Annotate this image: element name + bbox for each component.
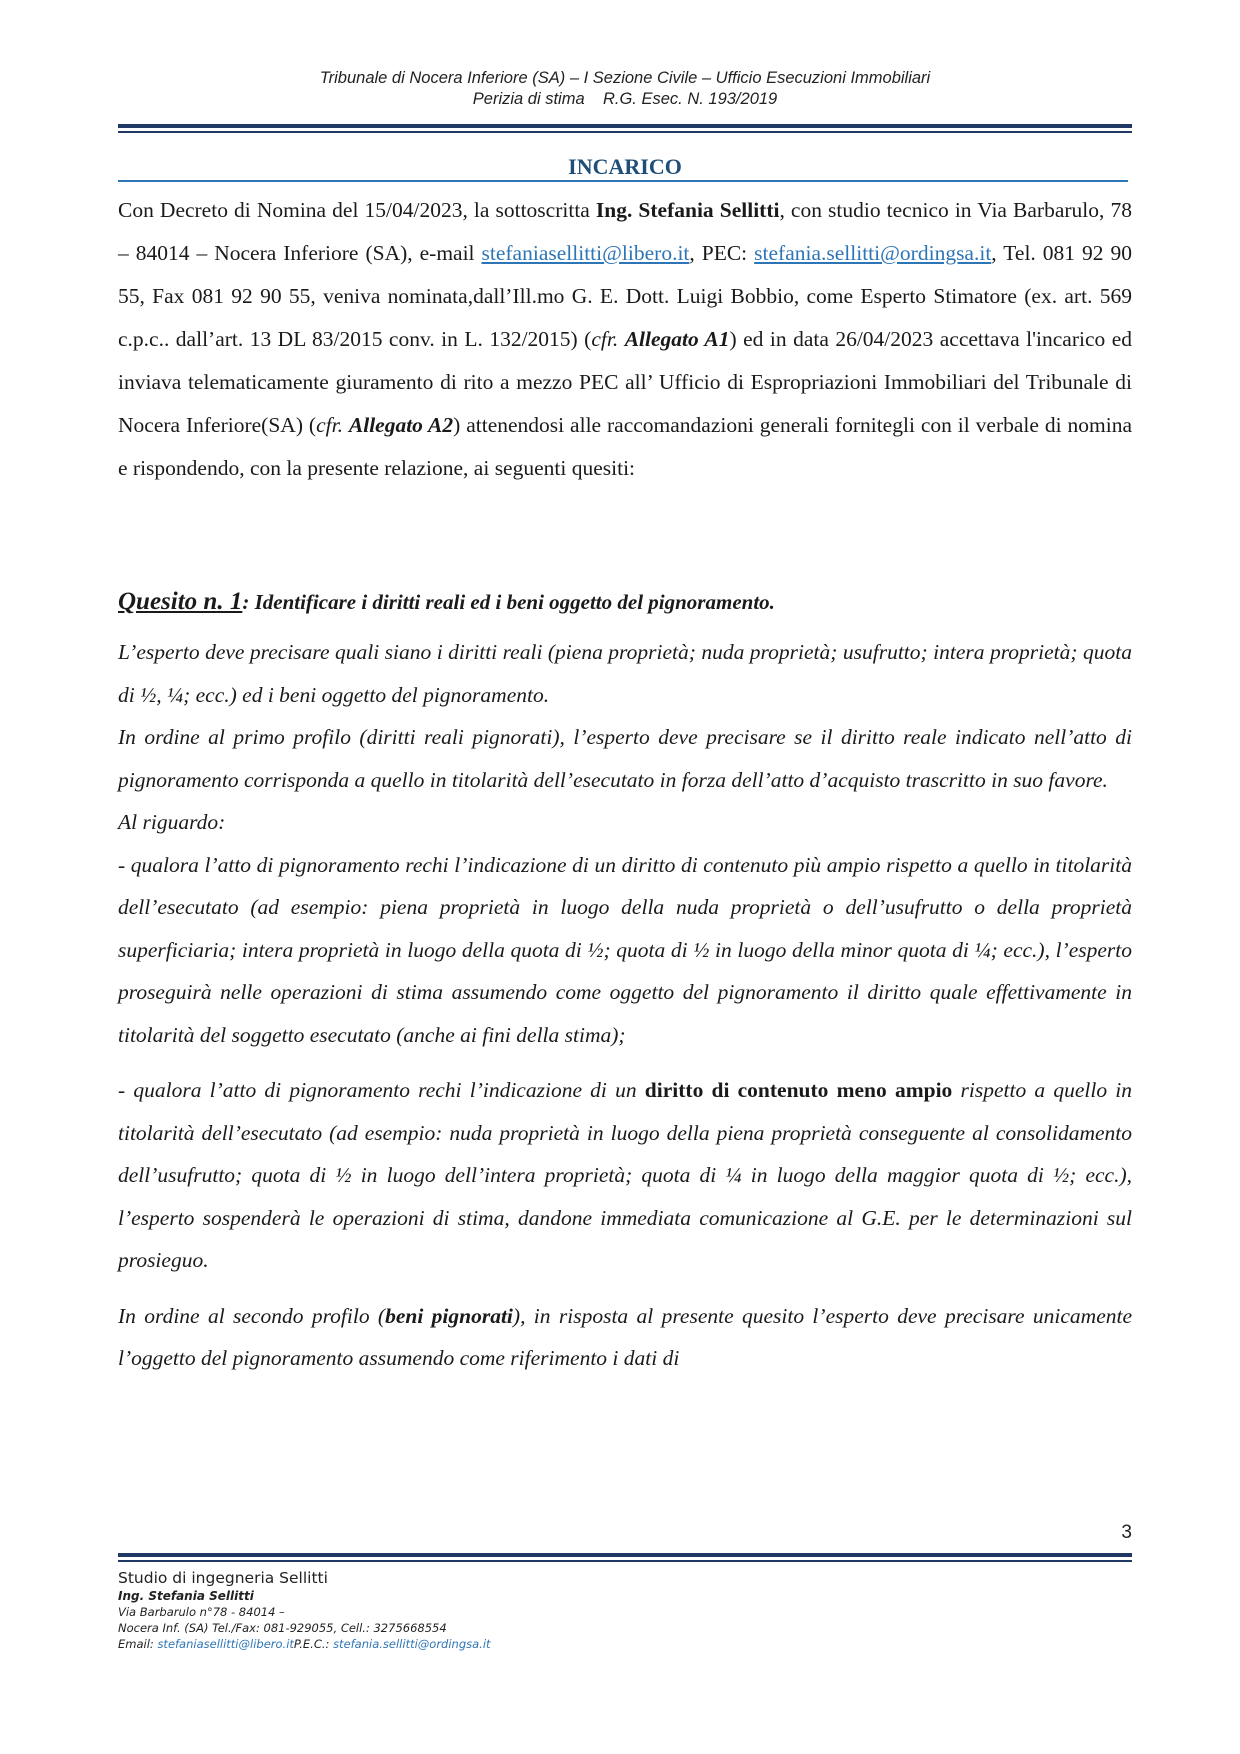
cfr-label: cfr. bbox=[591, 327, 619, 351]
intro-block bbox=[118, 189, 1132, 490]
quesito-body bbox=[118, 631, 1132, 1380]
footer-email-link[interactable]: stefaniasellitti@libero.it bbox=[157, 1637, 294, 1651]
header-perizia-line: Perizia di stima R.G. Esec. N. 193/2019 bbox=[472, 90, 778, 108]
paragraph-diritti: L’esperto deve precisare quali siano i diritti reali (piena proprietà; nuda proprietà; usufrutto; intera proprietà; quota di ½, ¼; ecc.) ed i beni oggetto del pignoramento. bbox=[118, 640, 1132, 707]
pec-link[interactable]: stefania.sellitti@ordingsa.it bbox=[754, 241, 992, 265]
quesito-text: : Identificare i diritti reali ed i beni oggetto del pignoramento. bbox=[242, 590, 775, 614]
paragraph-contenuto-piu-ampio: - qualora l’atto di pignoramento rechi l’indicazione di un diritto di contenuto più ampio rispetto a quello in titolarità dell’esecutato (ad esempio: piena proprietà in luogo della nuda proprietà o dell’usufrutto o della proprietà superficiaria; intera proprietà in luogo della quota di ½; quota di ½ in luogo della minor quota di ¼; ecc.), l’esperto proseguirà nelle operazioni di stima assumendo come oggetto del pignoramento il diritto quale effettivamente in titolarità del soggetto esecutato (anche ai fini della stima); bbox=[118, 852, 1132, 1047]
cfr-label: cfr. bbox=[316, 413, 343, 437]
paragraph-text: - qualora l’atto di pignoramento rechi l’indicazione di un bbox=[118, 1078, 645, 1102]
intro-text: Con Decreto di Nomina del 15/04/2023, la sottoscritta bbox=[118, 198, 596, 222]
section-title-underline bbox=[118, 180, 1128, 182]
footer-email-line bbox=[118, 1636, 491, 1652]
footer-email-label: Email: bbox=[118, 1637, 158, 1651]
quesito-heading bbox=[118, 588, 1132, 616]
intro-text: ) ed in data 26/04/2023 accettava l'incarico ed inviava telematicamente giuramento di rito a mezzo PEC all’ Ufficio di Espropriazioni Immobiliari del Tribunale di Nocera Inferiore(SA) ( bbox=[118, 327, 1132, 437]
intro-text: , PEC: bbox=[689, 241, 755, 265]
footer-contacts: Nocera Inf. (SA) Tel./Fax: 081-929055, Cell.: 3275668554 bbox=[118, 1621, 447, 1635]
intro-paragraph bbox=[118, 189, 1132, 490]
emphasis-text: diritto di contenuto meno ampio bbox=[644, 1078, 953, 1102]
footer-address: Via Barbarulo n°78 - 84014 – bbox=[118, 1605, 285, 1619]
footer-studio: Studio di ingegneria Sellitti bbox=[118, 1569, 328, 1587]
header-rule-thick bbox=[118, 124, 1132, 128]
paragraph-contenuto-meno-ampio bbox=[118, 1069, 1132, 1282]
footer-rule-thick bbox=[118, 1553, 1132, 1557]
intro-text: , Tel. 081 92 90 55, Fax 081 92 90 55, veniva nominata,dall’Ill.mo G. E. Dott. Luigi Bobbio, come Esperto Stimatore (ex. art. 569 c.p.c.. dall’art. 13 DL 83/2015 conv. in L. 132/2015) ( bbox=[118, 241, 1133, 351]
paragraph-primo-profilo: In ordine al primo profilo (diritti reali pignorati), l’esperto deve precisare se il diritto reale indicato nell’atto di pignoramento corrisponda a quello in titolarità dell’esecutato in forza dell’atto d’acquisto trascritto in suo favore. bbox=[118, 725, 1132, 792]
header-rule-thin bbox=[118, 131, 1132, 133]
footer-pec-link[interactable]: stefania.sellitti@ordingsa.it bbox=[333, 1637, 491, 1651]
paragraph-secondo-profilo bbox=[118, 1295, 1132, 1380]
footer-rule-thin bbox=[118, 1560, 1132, 1562]
attachment-a1-ref: Allegato A1 bbox=[624, 327, 730, 351]
page-header bbox=[118, 68, 1132, 110]
attachment-a2-ref: Allegato A2 bbox=[348, 413, 454, 437]
quesito-label: Quesito n. 1 bbox=[118, 588, 243, 615]
page-footer bbox=[118, 1568, 491, 1652]
intro-text: , con studio tecnico in Via Barbarulo, 78 – 84014 – Nocera Inferiore (SA), e-mail bbox=[118, 198, 1132, 265]
intro-text: ) attenendosi alle raccomandazioni generali fornitegli con il verbale di nomina e rispondendo, con la presente relazione, ai seguenti quesiti: bbox=[118, 413, 1132, 480]
paragraph-al-riguardo: Al riguardo: bbox=[118, 810, 226, 834]
paragraph-text: In ordine al secondo profilo ( bbox=[118, 1303, 386, 1328]
email-link[interactable]: stefaniasellitti@libero.it bbox=[481, 241, 690, 265]
footer-name: Ing. Stefania Sellitti bbox=[118, 1589, 254, 1603]
paragraph-text: rispetto a quello in titolarità dell’esecutato (ad esempio: nuda proprietà in luogo della piena proprietà conseguente al consolidamento dell’usufrutto; quota di ½ in luogo dell’intera proprietà; quota di ¼ in luogo della maggior quota di ½; ecc.), l’esperto sospenderà le operazioni di stima, dandone immediata comunicazione al G.E. per le determinazioni sul prosieguo. bbox=[118, 1078, 1132, 1272]
section-title: INCARICO bbox=[568, 154, 682, 179]
header-court-line: Tribunale di Nocera Inferiore (SA) – I Sezione Civile – Ufficio Esecuzioni Immobiliari bbox=[319, 69, 931, 87]
paragraph-text: ), in risposta al presente quesito l’esperto deve precisare unicamente l’oggetto del pignoramento assumendo come riferimento i dati di bbox=[118, 1303, 1133, 1370]
author-name: Ing. Stefania Sellitti bbox=[595, 198, 780, 222]
footer-pec-label: P.E.C.: bbox=[293, 1637, 334, 1651]
page-number: 3 bbox=[1121, 1522, 1132, 1543]
emphasis-text: beni pignorati bbox=[385, 1303, 513, 1328]
